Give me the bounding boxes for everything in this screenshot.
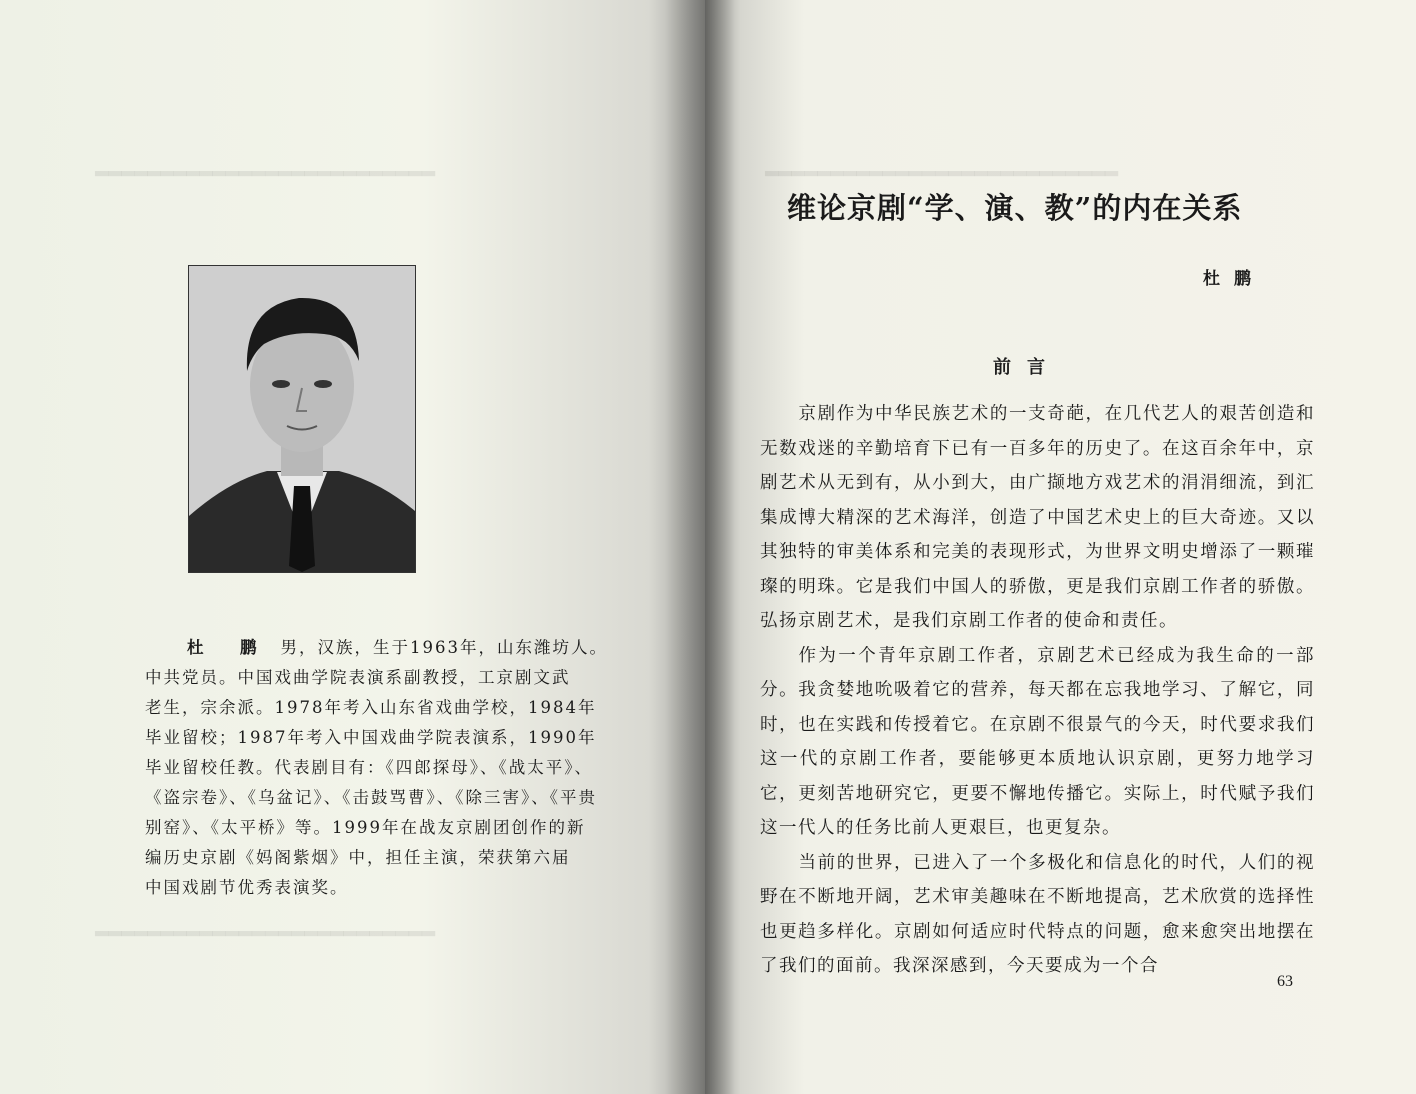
article-title: 维论京剧“学、演、教”的内在关系 [787, 191, 1243, 225]
paragraph: 作为一个青年京剧工作者，京剧艺术已经成为我生命的一部分。我贪婪地吮吸着它的营养，每天都在忘我地学习、了解它，同时，也在实践和传授着它。在京剧不很景气的今天，时代要求我们这一代的京剧工作者，要能够更本质地认识京剧，更努力地学习它，更刻苦地研究它，更要不懈地传播它。实际上，时代赋予我们这一代人的任务比前人更艰巨，也更复杂。 [760, 645, 1315, 838]
article-body [760, 397, 1315, 984]
gutter-shadow [705, 0, 735, 1094]
bio-line: 中共党员。中国戏曲学院表演系副教授，工京剧文武 [145, 668, 571, 687]
bio-line: 别窑》、《太平桥》等。1999年在战友京剧团创作的新 [145, 818, 586, 837]
bleed-through-text: ▂▂▂▂▂▂▂▂▂▂▂▂▂▂▂▂▂▂▂▂▂▂▂▂▂▂▂ [765, 157, 1118, 177]
bio-line: 编历史京剧《妈阁紫烟》中，担任主演，荣获第六届 [145, 848, 571, 867]
left-page [0, 0, 705, 1094]
bio-line: 中国戏剧节优秀表演奖。 [145, 878, 349, 897]
portrait-image [189, 266, 415, 572]
bleed-through-text: ▂▂▂▂▂▂▂▂▂▂▂▂▂▂▂▂▂▂▂▂▂▂▂▂▂▂ [95, 157, 435, 177]
bio-line: 毕业留校；1987年考入中国戏曲学院表演系，1990年 [145, 728, 597, 747]
bio-name: 杜 鹏 [187, 638, 267, 657]
bio-line: 老生，宗余派。1978年考入山东省戏曲学校，1984年 [145, 698, 597, 717]
bio-line-text: 男，汉族，生于1963年，山东潍坊人。 [280, 638, 608, 657]
bio-line [145, 633, 627, 663]
page-number: 63 [1277, 973, 1293, 990]
paragraph: 京剧作为中华民族艺术的一支奇葩，在几代艺人的艰苦创造和无数戏迷的辛勤培育下已有一百多年的历史了。在这百余年中，京剧艺术从无到有，从小到大，由广撷地方戏艺术的涓涓细流，到汇集成博大精深的艺术海洋，创造了中国艺术史上的巨大奇迹。又以其独特的审美体系和完美的表现形式，为世界文明史增添了一颗璀璨的明珠。它是我们中国人的骄傲，更是我们京剧工作者的骄傲。弘扬京剧艺术，是我们京剧工作者的使命和责任。 [760, 404, 1315, 631]
author-portrait-photo [188, 265, 416, 573]
author-bio [145, 633, 627, 903]
bio-line: 毕业留校任教。代表剧目有：《四郎探母》、《战太平》、 [145, 758, 593, 777]
section-heading: 前言 [993, 357, 1061, 378]
gutter-shadow [665, 0, 705, 1094]
bleed-through-text-bottom: ▂▂▂▂▂▂▂▂▂▂▂▂▂▂▂▂▂▂▂▂▂▂▂▂▂▂ [95, 917, 435, 937]
bio-line: 《盗宗卷》、《乌盆记》、《击鼓骂曹》、《除三害》、《平贵 [145, 788, 597, 807]
article-author: 杜鹏 [1203, 269, 1265, 289]
paragraph: 当前的世界，已进入了一个多极化和信息化的时代，人们的视野在不断地开阔，艺术审美趣味在不断地提高，艺术欣赏的选择性也更趋多样化。京剧如何适应时代特点的问题，愈来愈突出地摆在了我们的面前。我深深感到，今天要成为一个合 [760, 852, 1315, 976]
